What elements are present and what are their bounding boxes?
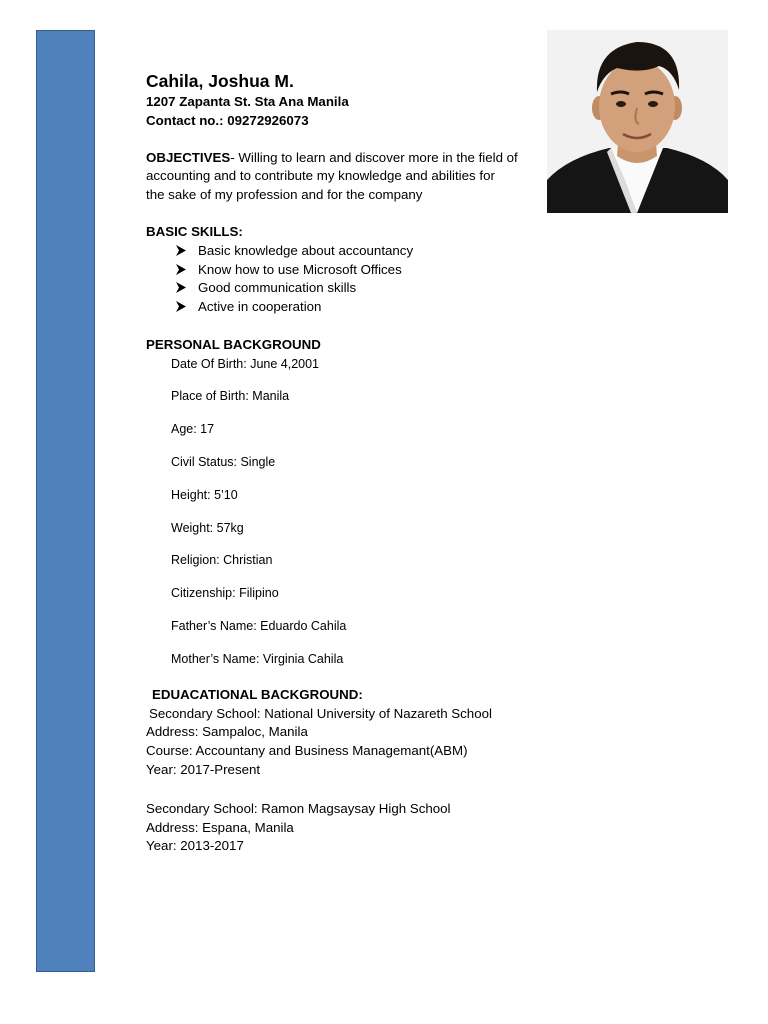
arrow-bullet-icon bbox=[176, 301, 186, 312]
candidate-contact: Contact no.: 09272926073 bbox=[146, 113, 309, 128]
education-course-1: Course: Accountany and Business Managemant(ABM) bbox=[146, 743, 468, 758]
education-address-1: Address: Sampaloc, Manila bbox=[146, 724, 308, 739]
skills-heading: BASIC SKILLS: bbox=[146, 224, 243, 239]
objectives-text-1: - Willing to learn and discover more in the field of bbox=[230, 150, 518, 165]
education-heading: EDUACATIONAL BACKGROUND: bbox=[152, 687, 363, 702]
objectives-line-2: accounting and to contribute my knowledge and abilities for bbox=[146, 168, 495, 183]
education-year-1: Year: 2017-Present bbox=[146, 762, 261, 777]
education-year-2: Year: 2013-2017 bbox=[146, 838, 244, 853]
decorative-sidebar bbox=[36, 30, 95, 972]
arrow-bullet-icon bbox=[176, 245, 186, 256]
skill-item-label: Basic knowledge about accountancy bbox=[198, 243, 414, 258]
personal-item-mother: Mother’s Name: Virginia Cahila bbox=[171, 652, 344, 666]
education-school-1: Secondary School: National University of Nazareth School bbox=[149, 706, 492, 721]
personal-item-citizenship: Citizenship: Filipino bbox=[171, 586, 279, 600]
personal-item-father: Father’s Name: Eduardo Cahila bbox=[171, 619, 347, 633]
candidate-name: Cahila, Joshua M. bbox=[146, 71, 294, 91]
personal-item-birthdate: Date Of Birth: June 4,2001 bbox=[171, 357, 320, 371]
candidate-address: 1207 Zapanta St. Sta Ana Manila bbox=[146, 94, 349, 109]
profile-photo bbox=[547, 30, 728, 213]
personal-item-civil-status: Civil Status: Single bbox=[171, 455, 276, 469]
skill-item-label: Good communication skills bbox=[198, 280, 357, 295]
education-school-2: Secondary School: Ramon Magsaysay High School bbox=[146, 801, 451, 816]
arrow-bullet-icon bbox=[176, 282, 186, 293]
personal-heading: PERSONAL BACKGROUND bbox=[146, 337, 321, 352]
personal-item-height: Height: 5’10 bbox=[171, 488, 238, 502]
personal-item-religion: Religion: Christian bbox=[171, 553, 273, 567]
skill-item-label: Know how to use Microsoft Offices bbox=[198, 262, 402, 277]
personal-item-age: Age: 17 bbox=[171, 422, 215, 436]
objectives-label: OBJECTIVES bbox=[146, 150, 231, 165]
personal-item-weight: Weight: 57kg bbox=[171, 521, 244, 535]
skill-item-label: Active in cooperation bbox=[198, 299, 322, 314]
objectives-line-3: the sake of my profession and for the company bbox=[146, 187, 423, 202]
arrow-bullet-icon bbox=[176, 264, 186, 275]
personal-item-birthplace: Place of Birth: Manila bbox=[171, 389, 290, 403]
education-address-2: Address: Espana, Manila bbox=[146, 820, 294, 835]
objectives-line-1 bbox=[146, 149, 518, 167]
